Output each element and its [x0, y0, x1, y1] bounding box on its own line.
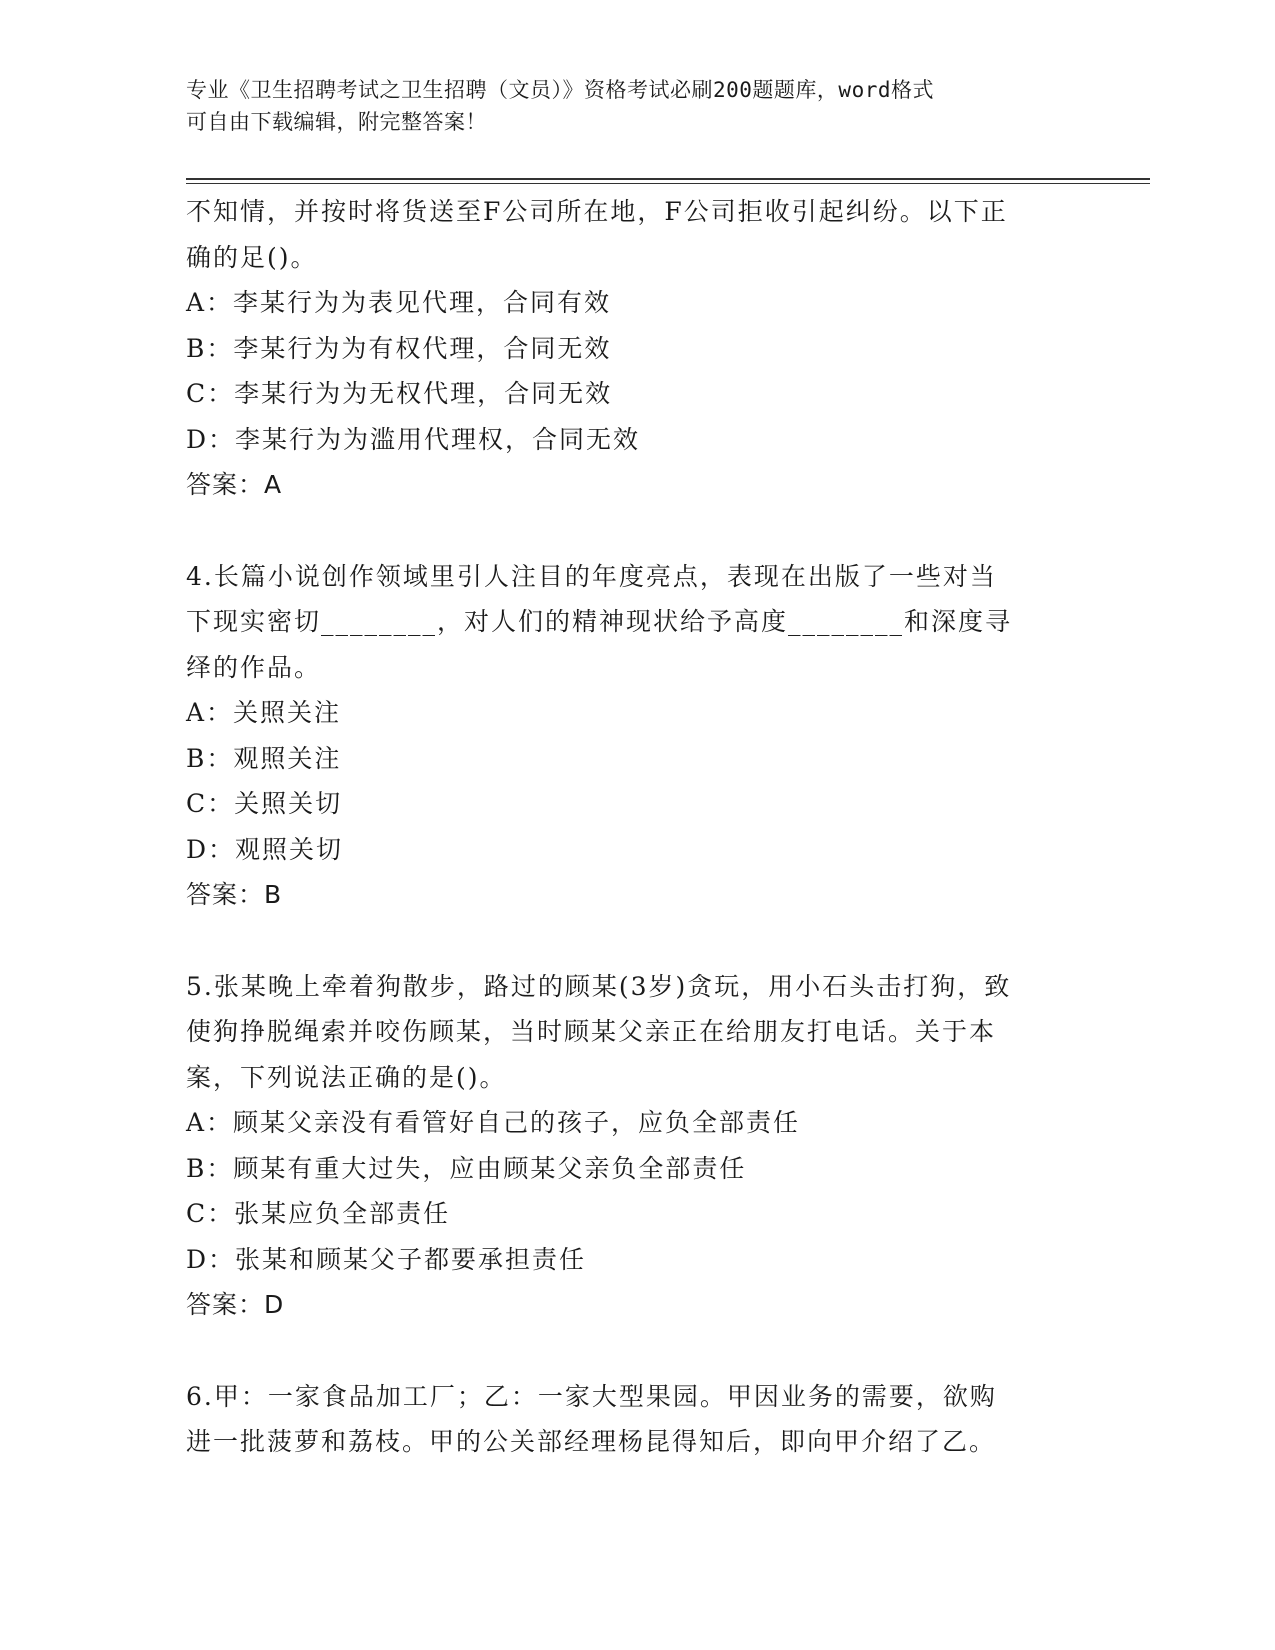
header-title-line-1: 专业《卫生招聘考试之卫生招聘（文员）》资格考试必刷200题题库，word格式 [186, 78, 934, 102]
question-block-5 [186, 964, 1086, 1328]
question-text-line: 5.张某晚上牵着狗散步，路过的顾某(3岁)贪玩，用小石头击打狗，致 [186, 971, 1012, 1001]
question-text-line: 4.长篇小说创作领域里引人注目的年度亮点，表现在出版了一些对当 [186, 561, 997, 591]
option-c: C：李某行为为无权代理，合同无效 [186, 379, 613, 408]
option-b: B：观照关注 [186, 743, 342, 773]
question-text-line: 绎的作品。 [186, 652, 322, 682]
question-text-line: 下现实密切________，对人们的精神现状给予高度________和深度寻 [186, 607, 1013, 636]
header-divider-thin [186, 183, 1150, 184]
question-text-line: 进一批菠萝和荔枝。甲的公关部经理杨昆得知后，即向甲介绍了乙。 [186, 1427, 997, 1456]
option-a: A：李某行为为表见代理，合同有效 [186, 288, 612, 317]
question-block-6 [186, 1374, 1086, 1465]
option-a: A：顾某父亲没有看管好自己的孩子，应负全部责任 [186, 1108, 801, 1137]
answer-label: 答案：D [186, 1290, 285, 1319]
option-b: B：李某行为为有权代理，合同无效 [186, 333, 612, 363]
question-spacer [186, 918, 1086, 964]
question-text-line: 不知情，并按时将货送至F公司所在地，F公司拒收引起纠纷。以下正 [186, 197, 1008, 226]
answer-label: 答案：B [186, 880, 283, 909]
question-text-line: 案，下列说法正确的是()。 [186, 1062, 507, 1092]
option-a: A：关照关注 [186, 698, 342, 727]
question-block-4 [186, 554, 1086, 918]
question-list [186, 189, 1086, 1465]
option-d: D：观照关切 [186, 834, 344, 864]
option-c: C：关照关切 [186, 789, 343, 818]
question-block-3 [186, 189, 1086, 508]
question-text-line: 使狗挣脱绳索并咬伤顾某，当时顾某父亲正在给朋友打电话。关于本 [186, 1017, 997, 1046]
question-spacer [186, 508, 1086, 554]
question-spacer [186, 1328, 1086, 1374]
question-text-line: 6.甲：一家食品加工厂；乙：一家大型果园。甲因业务的需要，欲购 [186, 1381, 997, 1411]
document-header [186, 74, 1086, 138]
header-title-line-2: 可自由下载编辑，附完整答案！ [186, 110, 487, 134]
question-text-line: 确的足()。 [186, 242, 318, 272]
option-b: B：顾某有重大过失，应由顾某父亲负全部责任 [186, 1153, 747, 1183]
option-d: D：李某行为为滥用代理权，合同无效 [186, 424, 641, 454]
option-c: C：张某应负全部责任 [186, 1199, 451, 1228]
option-d: D：张某和顾某父子都要承担责任 [186, 1244, 587, 1274]
answer-label: 答案：A [186, 470, 283, 499]
header-divider-thick [186, 178, 1150, 180]
